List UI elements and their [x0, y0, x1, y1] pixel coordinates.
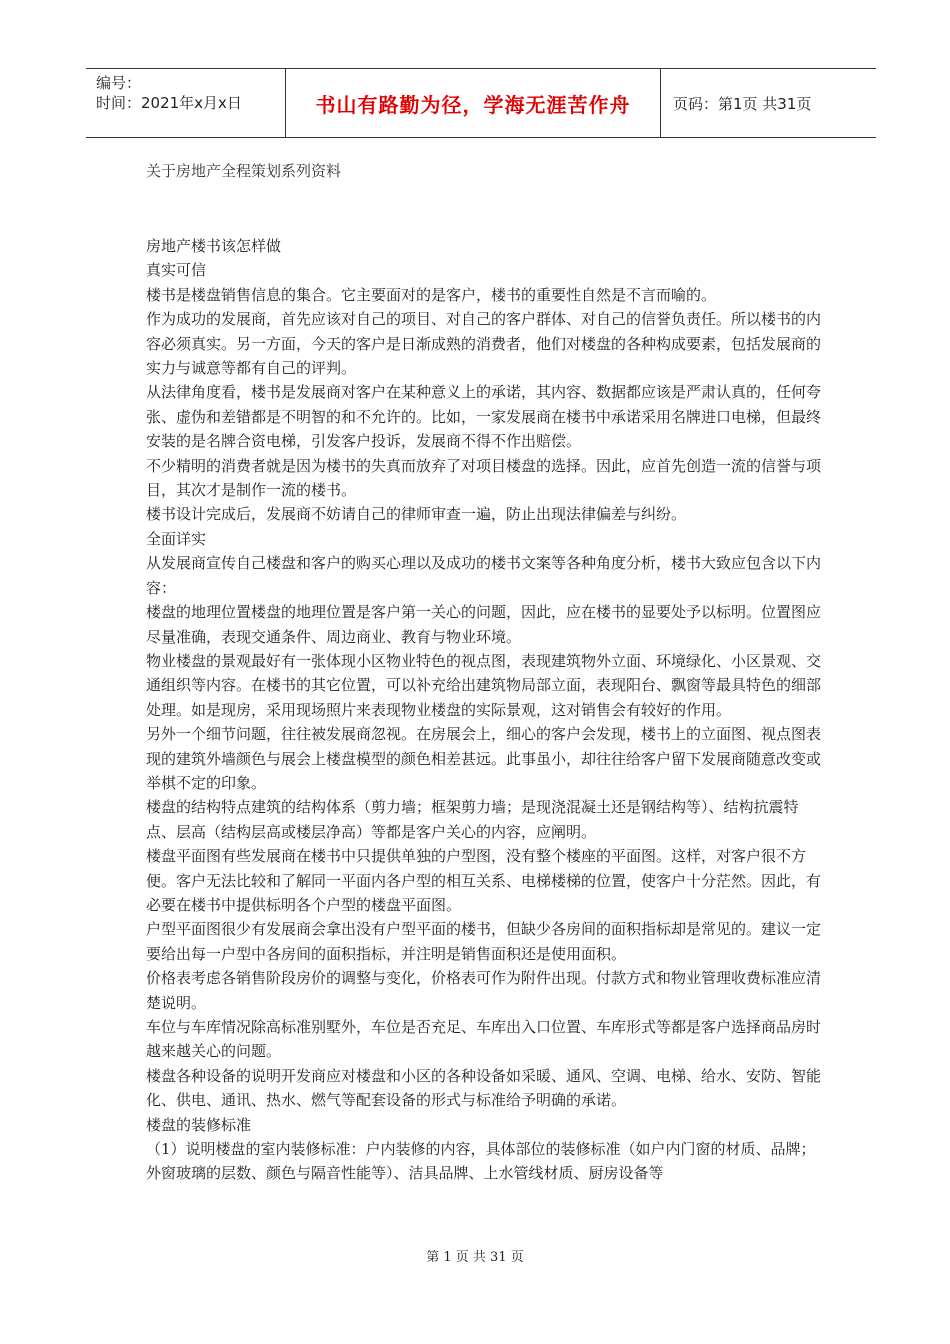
paragraph: 物业楼盘的景观最好有一张体现小区物业特色的视点图，表现建筑物外立面、环境绿化、小区景观、交通组织等内容。在楼书的其它位置，可以补充给出建筑物局部立面，表现阳台、飘窗等最具特色的细部处理。如是现房，采用现场照片来表现物业楼盘的实际景观，这对销售会有较好的作用。 — [146, 651, 822, 719]
paragraph: 楼盘各种设备的说明开发商应对楼盘和小区的各种设备如采暖、通风、空调、电梯、给水、安防、智能化、供电、通讯、热水、燃气等配套设备的形式与标准给予明确的承诺。 — [146, 1066, 822, 1110]
header-page-info: 页码：第1页 共31页 — [673, 94, 812, 113]
paragraph: 作为成功的发展商，首先应该对自己的项目、对自己的客户群体、对自己的信誉负责任。所以楼书的内容必须真实。另一方面，今天的客户是日渐成熟的消费者，他们对楼盘的各种构成要素，包括发展商的实力与诚意等都有自己的评判。 — [146, 310, 822, 378]
paragraph: 从发展商宣传自己楼盘和客户的购买心理以及成功的楼书文案等各种角度分析，楼书大致应包含以下内容： — [146, 554, 822, 597]
page-header — [86, 68, 876, 138]
header-meta — [86, 69, 286, 137]
date-label: 时间：2021年x月x日 — [96, 94, 242, 112]
paragraph: 楼书是楼盘销售信息的集合。它主要面对的是客户，楼书的重要性自然是不言而喻的。 — [146, 285, 717, 304]
document-title: 关于房地产全程策划系列资料 — [146, 162, 342, 180]
number-label: 编号： — [96, 74, 142, 92]
paragraph: 价格表考虑各销售阶段房价的调整与变化，价格表可作为附件出现。付款方式和物业管理收费标准应清楚说明。 — [146, 969, 822, 1012]
paragraph: 楼书设计完成后，发展商不妨请自己的律师审查一遍，防止出现法律偏差与纠纷。 — [146, 505, 687, 524]
paragraph: 全面详实 — [146, 529, 207, 548]
paragraph: 楼盘的装修标准 — [146, 1115, 252, 1134]
paragraph: 真实可信 — [146, 261, 207, 280]
paragraph: 楼盘平面图有些发展商在楼书中只提供单独的户型图，没有整个楼座的平面图。这样，对客户很不方便。客户无法比较和了解同一平面内各户型的相互关系、电梯楼梯的位置，使客户十分茫然。因此，有必要在楼书中提供标明各个户型的楼盘平面图。 — [146, 847, 822, 914]
paragraph: 另外一个细节问题，往往被发展商忽视。在房展会上，细心的客户会发现，楼书上的立面图、视点图表现的建筑外墙颜色与展会上楼盘模型的颜色相差甚远。此事虽小，却往往给客户留下发展商随意改变或举棋不定的印象。 — [146, 725, 822, 792]
paragraph: 从法律角度看，楼书是发展商对客户在某种意义上的承诺，其内容、数据都应该是严肃认真的，任何夸张、虚伪和差错都是不明智的和不允许的。比如，一家发展商在楼书中承诺采用名牌进口电梯，但最终安装的是名牌合资电梯，引发客户投诉，发展商不得不作出赔偿。 — [146, 383, 822, 451]
paragraph: 户型平面图很少有发展商会拿出没有户型平面的楼书，但缺少各房间的面积指标却是常见的。建议一定要给出每一户型中各房间的面积指标，并注明是销售面积还是使用面积。 — [146, 920, 822, 963]
header-motto: 书山有路勤为径，学海无涯苦作舟 — [286, 69, 661, 137]
paragraph: 不少精明的消费者就是因为楼书的失真而放弃了对项目楼盘的选择。因此，应首先创造一流的信誉与项目，其次才是制作一流的楼书。 — [146, 456, 822, 500]
paragraph: （1）说明楼盘的室内装修标准：户内装修的内容，具体部位的装修标准（如户内门窗的材质、品牌；外窗玻璃的层数、颜色与隔音性能等）、洁具品牌、上水管线材质、厨房设备等 — [146, 1140, 816, 1183]
document-body — [146, 234, 826, 1186]
paragraph: 房地产楼书该怎样做 — [146, 237, 282, 255]
paragraph: 车位与车库情况除高标准别墅外，车位是否充足、车库出入口位置、车库形式等都是客户选择商品房时越来越关心的问题。 — [146, 1018, 822, 1061]
paragraph: 楼盘的结构特点建筑的结构体系（剪力墙；框架剪力墙；是现浇混凝土还是钢结构等）、结构抗震特点、层高（结构层高或楼层净高）等都是客户关心的内容，应阐明。 — [146, 798, 799, 841]
paragraph: 楼盘的地理位置楼盘的地理位置是客户第一关心的问题，因此，应在楼书的显要处予以标明。位置图应尽量准确，表现交通条件、周边商业、教育与物业环境。 — [146, 603, 822, 646]
page-footer: 第 1 页 共 31 页 — [426, 1250, 524, 1265]
